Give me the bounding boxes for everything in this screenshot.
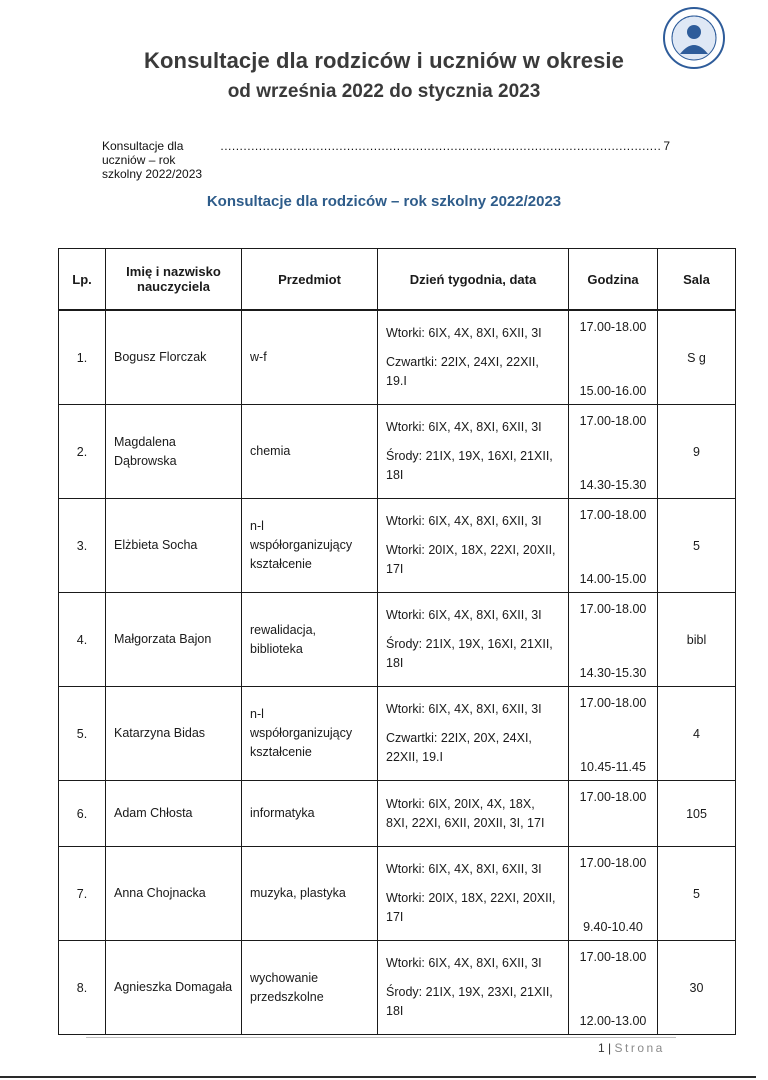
cell-hours [569, 593, 658, 687]
table-row [59, 405, 736, 499]
cell-subject: informatyka [242, 781, 378, 847]
hours-secondary: 10.45-11.45 [580, 760, 646, 774]
days-secondary: Czwartki: 22IX, 24XI, 22XII, 19.I [386, 355, 539, 388]
table-row [59, 941, 736, 1035]
cell-hours [569, 941, 658, 1035]
cell-days [378, 405, 569, 499]
cell-days [378, 593, 569, 687]
cell-hours [569, 405, 658, 499]
cell-lp: 7. [59, 847, 106, 941]
cell-room: bibl [658, 593, 736, 687]
footer-page-word: Strona [614, 1041, 665, 1055]
hours-primary: 17.00-18.00 [579, 856, 647, 870]
cell-subject: w-f [242, 310, 378, 405]
table-row [59, 847, 736, 941]
table-row [59, 593, 736, 687]
cell-subject: chemia [242, 405, 378, 499]
days-primary: Wtorki: 6IX, 4X, 8XI, 6XII, 3I [386, 420, 542, 434]
header-hours: Godzina [569, 249, 658, 311]
days-secondary: Środy: 21IX, 19X, 16XI, 21XII, 18I [386, 449, 553, 482]
cell-subject: n-l współorganizujący kształcenie [242, 499, 378, 593]
cell-teacher-name: Agnieszka Domagała [106, 941, 242, 1035]
header-lp: Lp. [59, 249, 106, 311]
cell-lp: 2. [59, 405, 106, 499]
cell-teacher-name: Magdalena Dąbrowska [106, 405, 242, 499]
cell-subject: muzyka, plastyka [242, 847, 378, 941]
cell-days [378, 687, 569, 781]
days-primary: Wtorki: 6IX, 4X, 8XI, 6XII, 3I [386, 956, 542, 970]
days-secondary: Wtorki: 20IX, 18X, 22XI, 20XII, 17I [386, 891, 556, 924]
footer-separator: | [608, 1041, 612, 1055]
toc-page-number: 7 [663, 139, 670, 153]
cell-subject: wychowanie przedszkolne [242, 941, 378, 1035]
cell-lp: 8. [59, 941, 106, 1035]
table-row [59, 687, 736, 781]
toc-leader-dots: ................................................................................................................... [220, 139, 662, 153]
cell-subject: n-l współorganizujący kształcenie [242, 687, 378, 781]
cell-hours [569, 310, 658, 405]
cell-room: S g [658, 310, 736, 405]
page-footer [598, 1041, 665, 1055]
cell-teacher-name: Elżbieta Socha [106, 499, 242, 593]
cell-teacher-name: Małgorzata Bajon [106, 593, 242, 687]
cell-room: 30 [658, 941, 736, 1035]
cell-room: 105 [658, 781, 736, 847]
cell-room: 4 [658, 687, 736, 781]
days-primary: Wtorki: 6IX, 4X, 8XI, 6XII, 3I [386, 608, 542, 622]
cell-lp: 5. [59, 687, 106, 781]
hours-secondary: 14.30-15.30 [579, 666, 647, 680]
hours-primary: 17.00-18.00 [579, 508, 647, 522]
header-name: Imię i nazwisko nauczyciela [106, 249, 242, 311]
cell-teacher-name: Bogusz Florczak [106, 310, 242, 405]
cell-hours [569, 781, 658, 847]
document-subtitle: od września 2022 do stycznia 2023 [227, 81, 541, 102]
days-secondary: Środy: 21IX, 19X, 23XI, 21XII, 18I [386, 985, 553, 1018]
cell-teacher-name: Adam Chłosta [106, 781, 242, 847]
cell-lp: 1. [59, 310, 106, 405]
table-row [59, 310, 736, 405]
hours-primary: 17.00-18.00 [579, 602, 647, 616]
days-primary: Wtorki: 6IX, 4X, 8XI, 6XII, 3I [386, 326, 542, 340]
footer-page-number: 1 [598, 1041, 605, 1055]
cell-room: 5 [658, 499, 736, 593]
hours-primary: 17.00-18.00 [579, 320, 647, 334]
hours-primary: 17.00-18.00 [579, 790, 647, 804]
days-primary: Wtorki: 6IX, 4X, 8XI, 6XII, 3I [386, 862, 542, 876]
cell-hours [569, 687, 658, 781]
footer-divider [86, 1037, 676, 1038]
cell-lp: 6. [59, 781, 106, 847]
table-row [59, 499, 736, 593]
cell-days [378, 847, 569, 941]
hours-primary: 17.00-18.00 [579, 696, 647, 710]
cell-subject: rewalidacja, biblioteka [242, 593, 378, 687]
cell-lp: 3. [59, 499, 106, 593]
header-subject: Przedmiot [242, 249, 378, 311]
hours-secondary: 14.00-15.00 [579, 572, 647, 586]
hours-secondary: 15.00-16.00 [579, 384, 647, 398]
table-header-row [59, 249, 736, 311]
cell-hours [569, 847, 658, 941]
cell-days [378, 941, 569, 1035]
days-secondary: Czwartki: 22IX, 20X, 24XI, 22XII, 19.I [386, 731, 532, 764]
cell-room: 9 [658, 405, 736, 499]
cell-days [378, 499, 569, 593]
days-secondary: Wtorki: 20IX, 18X, 22XI, 20XII, 17I [386, 543, 556, 576]
section-heading: Konsultacje dla rodziców – rok szkolny 2022/2023 [206, 193, 562, 210]
days-secondary: Środy: 21IX, 19X, 16XI, 21XII, 18I [386, 637, 553, 670]
cell-teacher-name: Katarzyna Bidas [106, 687, 242, 781]
consultation-table [58, 248, 736, 1035]
cell-days [378, 781, 569, 847]
document-title: Konsultacje dla rodziców i uczniów w okresie [144, 48, 624, 73]
hours-secondary: 12.00-13.00 [579, 1014, 647, 1028]
cell-teacher-name: Anna Chojnacka [106, 847, 242, 941]
toc-entry-text: Konsultacje dla uczniów – rok szkolny 2022/2023 [102, 139, 203, 181]
hours-primary: 17.00-18.00 [579, 414, 647, 428]
days-primary: Wtorki: 6IX, 20IX, 4X, 18X, 8XI, 22XI, 6XII, 20XII, 3I, 17I [386, 796, 545, 830]
bottom-edge-rule [0, 1076, 756, 1078]
header-days: Dzień tygodnia, data [378, 249, 569, 311]
table-row [59, 781, 736, 847]
toc-entry[interactable] [102, 139, 670, 181]
hours-primary: 17.00-18.00 [579, 950, 647, 964]
cell-hours [569, 499, 658, 593]
hours-secondary: 14.30-15.30 [579, 478, 647, 492]
days-primary: Wtorki: 6IX, 4X, 8XI, 6XII, 3I [386, 702, 542, 716]
days-primary: Wtorki: 6IX, 4X, 8XI, 6XII, 3I [386, 514, 542, 528]
cell-days [378, 310, 569, 405]
hours-secondary: 9.40-10.40 [583, 920, 643, 934]
header-room: Sala [658, 249, 736, 311]
cell-lp: 4. [59, 593, 106, 687]
cell-room: 5 [658, 847, 736, 941]
